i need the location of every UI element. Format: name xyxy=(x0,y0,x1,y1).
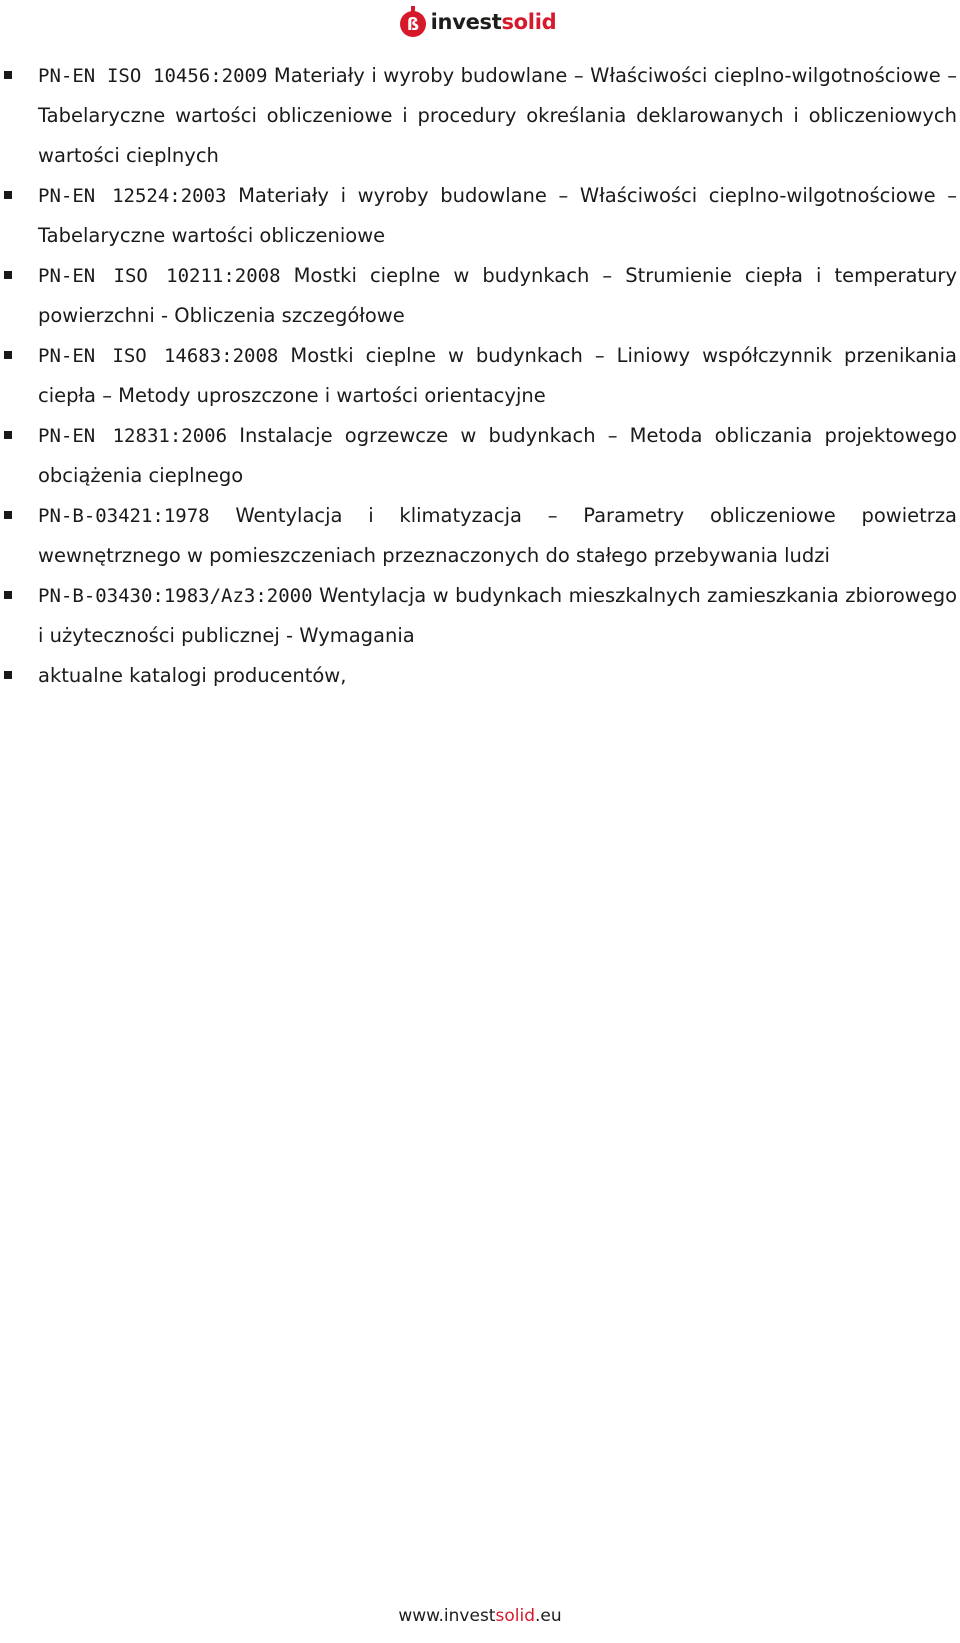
standard-title: Instalacje ogrzewcze w budynkach – Metoda obliczania projektowego obciążenia cieplnego xyxy=(38,424,957,487)
svg-text:ß: ß xyxy=(406,15,419,35)
standard-code: PN-EN ISO 10456:2009 xyxy=(38,65,268,87)
standard-code: PN-EN ISO 10211:2008 xyxy=(38,265,281,287)
logo-text-solid: solid xyxy=(501,9,557,34)
standard-title: Wentylacja i klimatyzacja – Parametry obliczeniowe powietrza wewnętrznego w pomieszczeniach przeznaczonych do stałego przebywania ludzi xyxy=(38,504,957,567)
standard-title: aktualne katalogi producentów, xyxy=(38,664,347,687)
square-bullet-icon xyxy=(4,431,12,439)
standard-list-item xyxy=(0,416,960,496)
standard-list-item xyxy=(0,576,960,656)
square-bullet-icon xyxy=(4,591,12,599)
square-bullet-icon xyxy=(4,351,12,359)
standards-list xyxy=(0,56,960,696)
standard-list-item xyxy=(0,656,960,696)
footer-url-part-1: www.invest xyxy=(398,1606,496,1626)
standard-code: PN-EN 12524:2003 xyxy=(38,185,227,207)
standard-title: Materiały i wyroby budowlane – Właściwości cieplno-wilgotnościowe – Tabelaryczne wartości obliczeniowe xyxy=(38,184,957,247)
standard-title: Wentylacja w budynkach mieszkalnych zamieszkania zbiorowego i użyteczności publicznej - Wymagania xyxy=(38,584,957,647)
standard-list-item xyxy=(0,336,960,416)
investsolid-logo-icon xyxy=(398,5,428,39)
standard-code: PN-B-03430:1983/Az3:2000 xyxy=(38,585,313,607)
standard-code: PN-EN 12831:2006 xyxy=(38,425,228,447)
square-bullet-icon xyxy=(4,671,12,679)
header xyxy=(0,2,960,42)
square-bullet-icon xyxy=(4,71,12,79)
standard-list-item xyxy=(0,176,960,256)
standard-title: Mostki cieplne w budynkach – Strumienie ciepła i temperatury powierzchni - Obliczenia szczegółowe xyxy=(38,264,957,327)
footer-url-part-3: .eu xyxy=(534,1606,562,1626)
square-bullet-icon xyxy=(4,511,12,519)
standards-section xyxy=(0,56,960,696)
standard-code: PN-B-03421:1978 xyxy=(38,505,210,527)
footer-url xyxy=(0,1606,960,1626)
standard-list-item xyxy=(0,256,960,336)
standard-code: PN-EN ISO 14683:2008 xyxy=(38,345,279,367)
square-bullet-icon xyxy=(4,271,12,279)
standard-title: Mostki cieplne w budynkach – Liniowy współczynnik przenikania ciepła – Metody uproszczone i wartości orientacyjne xyxy=(38,344,958,407)
logo-wordmark xyxy=(430,9,557,34)
standard-list-item xyxy=(0,56,960,176)
square-bullet-icon xyxy=(4,191,12,199)
footer-url-part-2: solid xyxy=(495,1606,535,1626)
company-logo xyxy=(398,5,557,39)
logo-text-invest: invest xyxy=(430,9,502,34)
standard-list-item xyxy=(0,496,960,576)
standard-title: Materiały i wyroby budowlane – Właściwości cieplno-wilgotnościowe – Tabelaryczne wartości obliczeniowe i procedury określania deklarowanych i obliczeniowych wartości cieplnych xyxy=(38,64,957,167)
